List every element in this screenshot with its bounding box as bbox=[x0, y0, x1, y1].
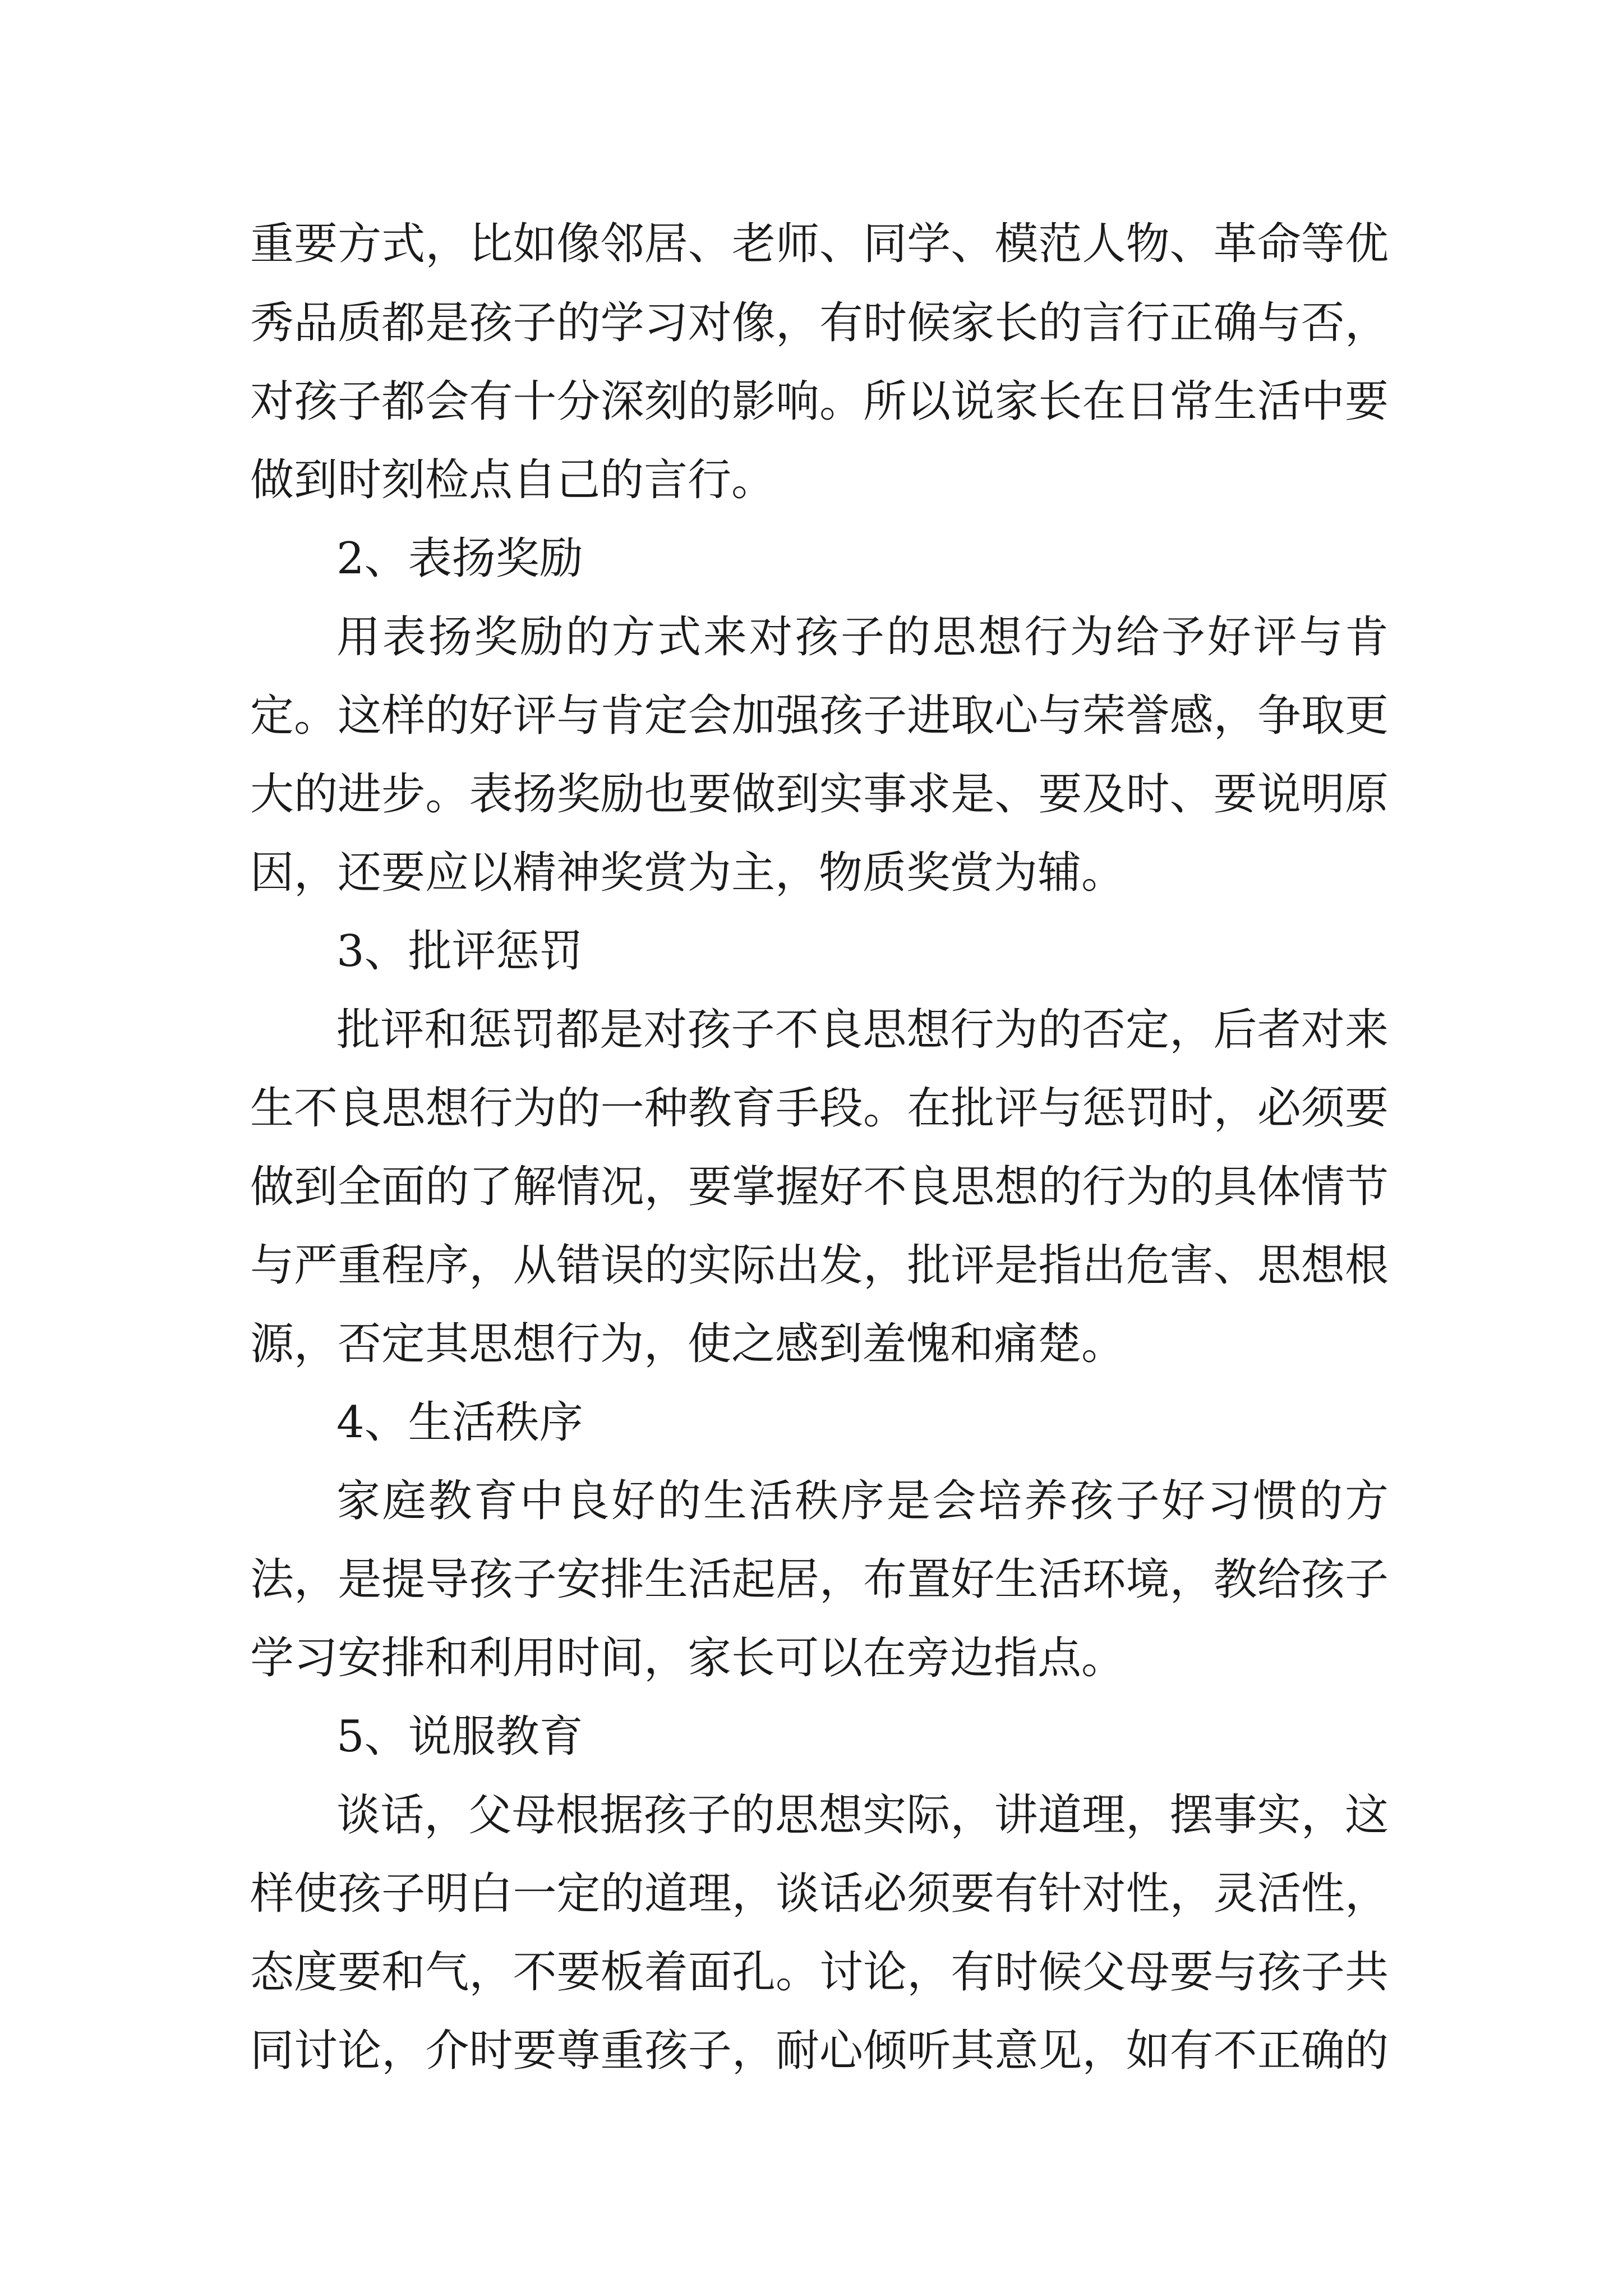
text-line: 定。这样的好评与肯定会加强孩子进取心与荣誉感，争取更 bbox=[250, 691, 1389, 741]
section-heading: 2、表扬奖励 bbox=[336, 533, 583, 584]
text-line: 法，是提导孩子安排生活起居，布置好生活环境，教给孩子 bbox=[250, 1554, 1389, 1605]
text-line: 家庭教育中良好的生活秩序是会培养孩子好习惯的方 bbox=[336, 1476, 1389, 1526]
text-line: 样使孩子明白一定的道理，谈话必须要有针对性，灵活性， bbox=[250, 1869, 1389, 1919]
text-line: 谈话，父母根据孩子的思想实际，讲道理，摆事实，这 bbox=[336, 1790, 1389, 1841]
text-line: 批评和惩罚都是对孩子不良思想行为的否定，后者对来 bbox=[336, 1005, 1389, 1055]
section-heading: 3、批评惩罚 bbox=[336, 926, 583, 977]
section-heading: 4、生活秩序 bbox=[336, 1397, 583, 1448]
text-line: 用表扬奖励的方式来对孩子的思想行为给予好评与肯 bbox=[336, 612, 1389, 662]
text-line: 与严重程序，从错误的实际出发，批评是指出危害、思想根 bbox=[250, 1240, 1389, 1291]
text-line: 对孩子都会有十分深刻的影响。所以说家长在日常生活中要 bbox=[250, 376, 1389, 427]
text-line: 做到全面的了解情况，要掌握好不良思想的行为的具体情节 bbox=[250, 1162, 1389, 1212]
text-line: 生不良思想行为的一种教育手段。在批评与惩罚时，必须要 bbox=[250, 1083, 1389, 1134]
text-line: 大的进步。表扬奖励也要做到实事求是、要及时、要说明原 bbox=[250, 769, 1389, 820]
text-line: 做到时刻检点自己的言行。 bbox=[250, 455, 776, 505]
text-line: 同讨论，介时要尊重孩子，耐心倾听其意见，如有不正确的 bbox=[250, 2026, 1389, 2076]
text-line: 因，还要应以精神奖赏为主，物质奖赏为辅。 bbox=[250, 848, 1126, 898]
text-line: 重要方式，比如像邻居、老师、同学、模范人物、革命等优 bbox=[250, 219, 1389, 269]
section-heading: 5、说服教育 bbox=[336, 1711, 583, 1762]
text-line: 学习安排和利用时间，家长可以在旁边指点。 bbox=[250, 1633, 1126, 1683]
text-line: 秀品质都是孩子的学习对像，有时候家长的言行正确与否， bbox=[250, 298, 1389, 348]
text-line: 源，否定其思想行为，使之感到羞愧和痛楚。 bbox=[250, 1319, 1126, 1369]
text-line: 态度要和气，不要板着面孔。讨论，有时候父母要与孩子共 bbox=[250, 1947, 1389, 1998]
